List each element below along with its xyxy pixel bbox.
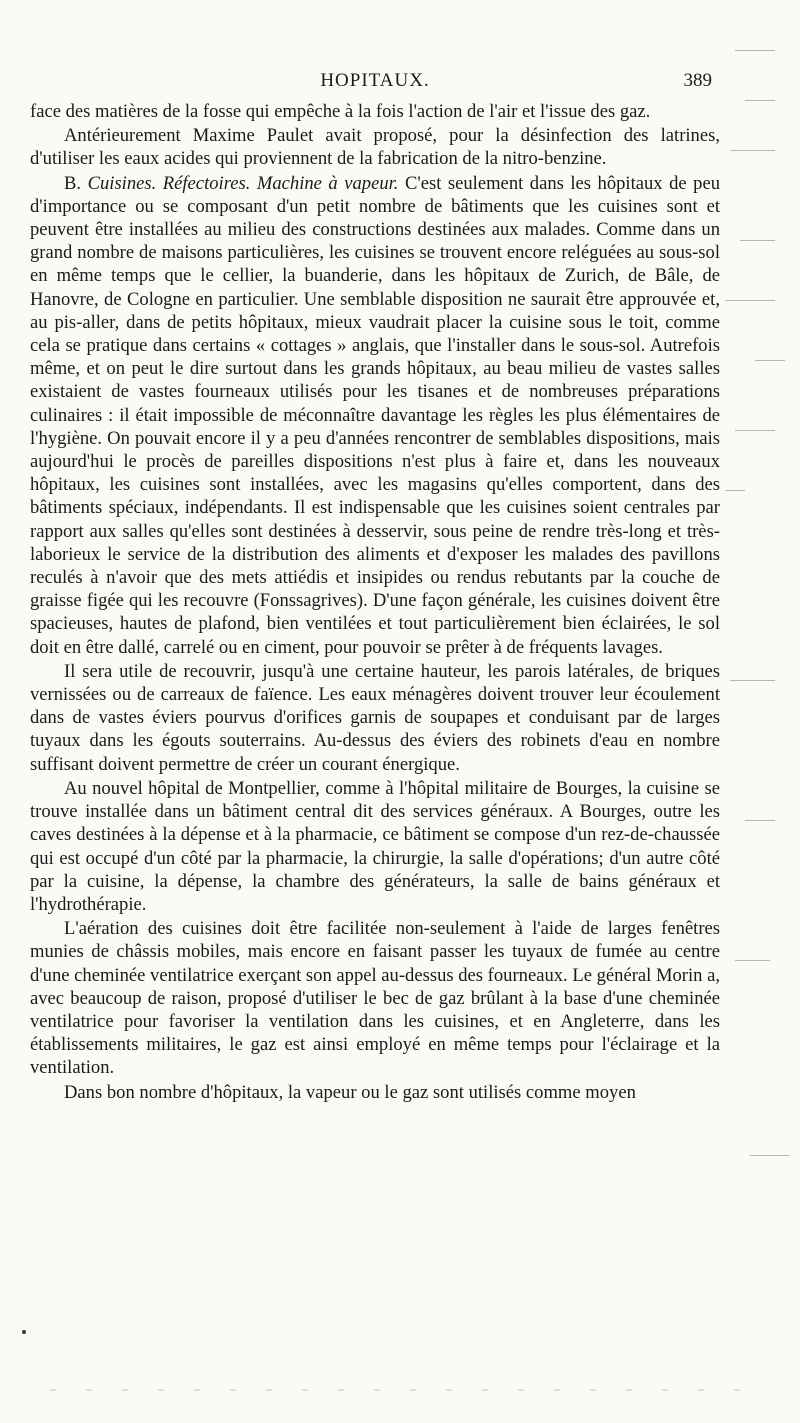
paragraph-6: L'aération des cuisines doit être facilitée non-seulement à l'aide de larges fenêtres munies de châssis mobiles, mais encore en faisant passer les tuyaux de fumée au centre d'une cheminée ventilatrice exerçant son appel au-dessus des fourneaux. Le général Morin a, avec beaucoup de raison, proposé d'utiliser le bec de gaz brûlant à la base d'une cheminée ventilatrice pour favoriser la ventilation dans les cuisines, et en Angleterre, dans les établissements militaires, le gaz est ainsi employé en même temps pour l'éclairage et la ventilation. <box>30 918 721 1079</box>
scan-mark <box>755 360 785 361</box>
scan-dot <box>22 1330 26 1334</box>
paragraph-7: Dans bon nombre d'hôpitaux, la vapeur ou le gaz sont utilisés comme moyen <box>64 1081 636 1103</box>
scan-mark <box>730 680 775 681</box>
paragraph-1: face des matières de la fosse qui empêche à la fois l'action de l'air et l'issue des gaz. <box>30 101 651 122</box>
scan-mark <box>735 430 775 431</box>
scan-mark <box>745 100 775 101</box>
scan-mark <box>725 300 775 301</box>
section-text: C'est seulement dans les hôpitaux de peu d'importance ou se composant d'un petit nombre de bâtiments que les cuisines sont et peuvent être installées au milieu des constructions destinées aux malades. Comme dans un grand nombre de maisons particulières, les cuisines se trouvent encore reléguées au sous-sol en même temps que le cellier, la buanderie, dans les hôpitaux de Zurich, de Bâle, de Hanovre, de Cologne en particulier. Une semblable disposition ne saurait être approuvée et, au pis-aller, dans de petits hôpitaux, mieux vaudrait placer la cuisine sous le toit, comme cela se pratique dans certains « cottages » anglais, que l'installer dans le sous-sol. Autrefois même, et on peut le dire surtout dans les grands hôpitaux, au beau milieu de vastes salles existaient de vastes fourneaux utilisés pour les tisanes et de nombreuses préparations culinaires : il était impossible de méconnaître davantage les règles les plus élémentaires de l'hygiène. On pouvait encore il y a peu d'années rencontrer de semblables dispositions, mais aujourd'hui le procès de pareilles dispositions n'est plus à faire et, dans les nouveaux hôpitaux, les cuisines sont installées, avec les magasins qu'elles comportent, dans des bâtiments spéciaux, indépendants. Il est indispensable que les cuisines soient centrales par rapport aux salles qu'elles sont destinées à desservir, sous peine de rendre très-long et très-laborieux le service de la distribution des aliments et d'exposer les malades des pavillons reculés à n'avoir que des mets attiédis et insipides ou rendus rebutants par la couche de graisse figée qui les recouvre (Fonssagrives). D'une façon générale, les cuisines doivent être spacieuses, hautes de plafond, bien ventilées et tout particulièrement bien éclairées, le sol doit en être dallé, carrelé ou en ciment, pour pouvoir se prêter à de fréquents lavages. <box>30 172 720 658</box>
book-page <box>30 0 720 1423</box>
scan-mark <box>725 490 745 491</box>
scan-mark <box>730 150 775 151</box>
bottom-scan-line <box>50 1388 750 1392</box>
paragraph-3-section-b <box>30 172 720 659</box>
body-text <box>30 100 720 1104</box>
margin-scan-marks <box>725 40 795 1340</box>
scan-mark <box>740 240 775 241</box>
running-head-title: HOPITAUX. <box>320 70 430 91</box>
running-head <box>30 70 720 98</box>
paragraph-4: Il sera utile de recouvrir, jusqu'à une certaine hauteur, les parois latérales, de briques vernissées ou de carreaux de faïence. Les eaux ménagères doivent trouver leur écoulement dans de vastes éviers pourvus d'orifices garnis de soupapes et conduisant par de larges tuyaux dans les égouts souterrains. Au-dessus des éviers des robinets d'eau en nombre suffisant doivent permettre de créer un courant énergique. <box>30 660 720 775</box>
paragraph-2: Antérieurement Maxime Paulet avait proposé, pour la désinfection des latrines, d'utiliser les eaux acides qui proviennent de la fabrication de la nitro-benzine. <box>30 125 720 170</box>
scan-mark <box>750 1155 790 1156</box>
paragraph-5: Au nouvel hôpital de Montpellier, comme à l'hôpital militaire de Bourges, la cuisine se trouve installée dans un bâtiment central dit des services généraux. A Bourges, outre les caves destinées à la dépense et à la pharmacie, ce bâtiment se compose d'un rez-de-chaussée qui est occupé d'un côté par la pharmacie, la chirurgie, la salle d'opérations; d'un autre côté par la cuisine, la dépense, la chambre des générateurs, la salle de bains généraux et l'hydrothérapie. <box>30 777 720 915</box>
page-number: 389 <box>683 70 712 91</box>
scan-mark <box>735 960 770 961</box>
scan-mark <box>735 50 775 51</box>
section-heading: Cuisines. Réfectoires. Machine à vapeur. <box>87 172 399 194</box>
scan-mark <box>745 820 775 821</box>
section-label: B. <box>64 172 82 194</box>
